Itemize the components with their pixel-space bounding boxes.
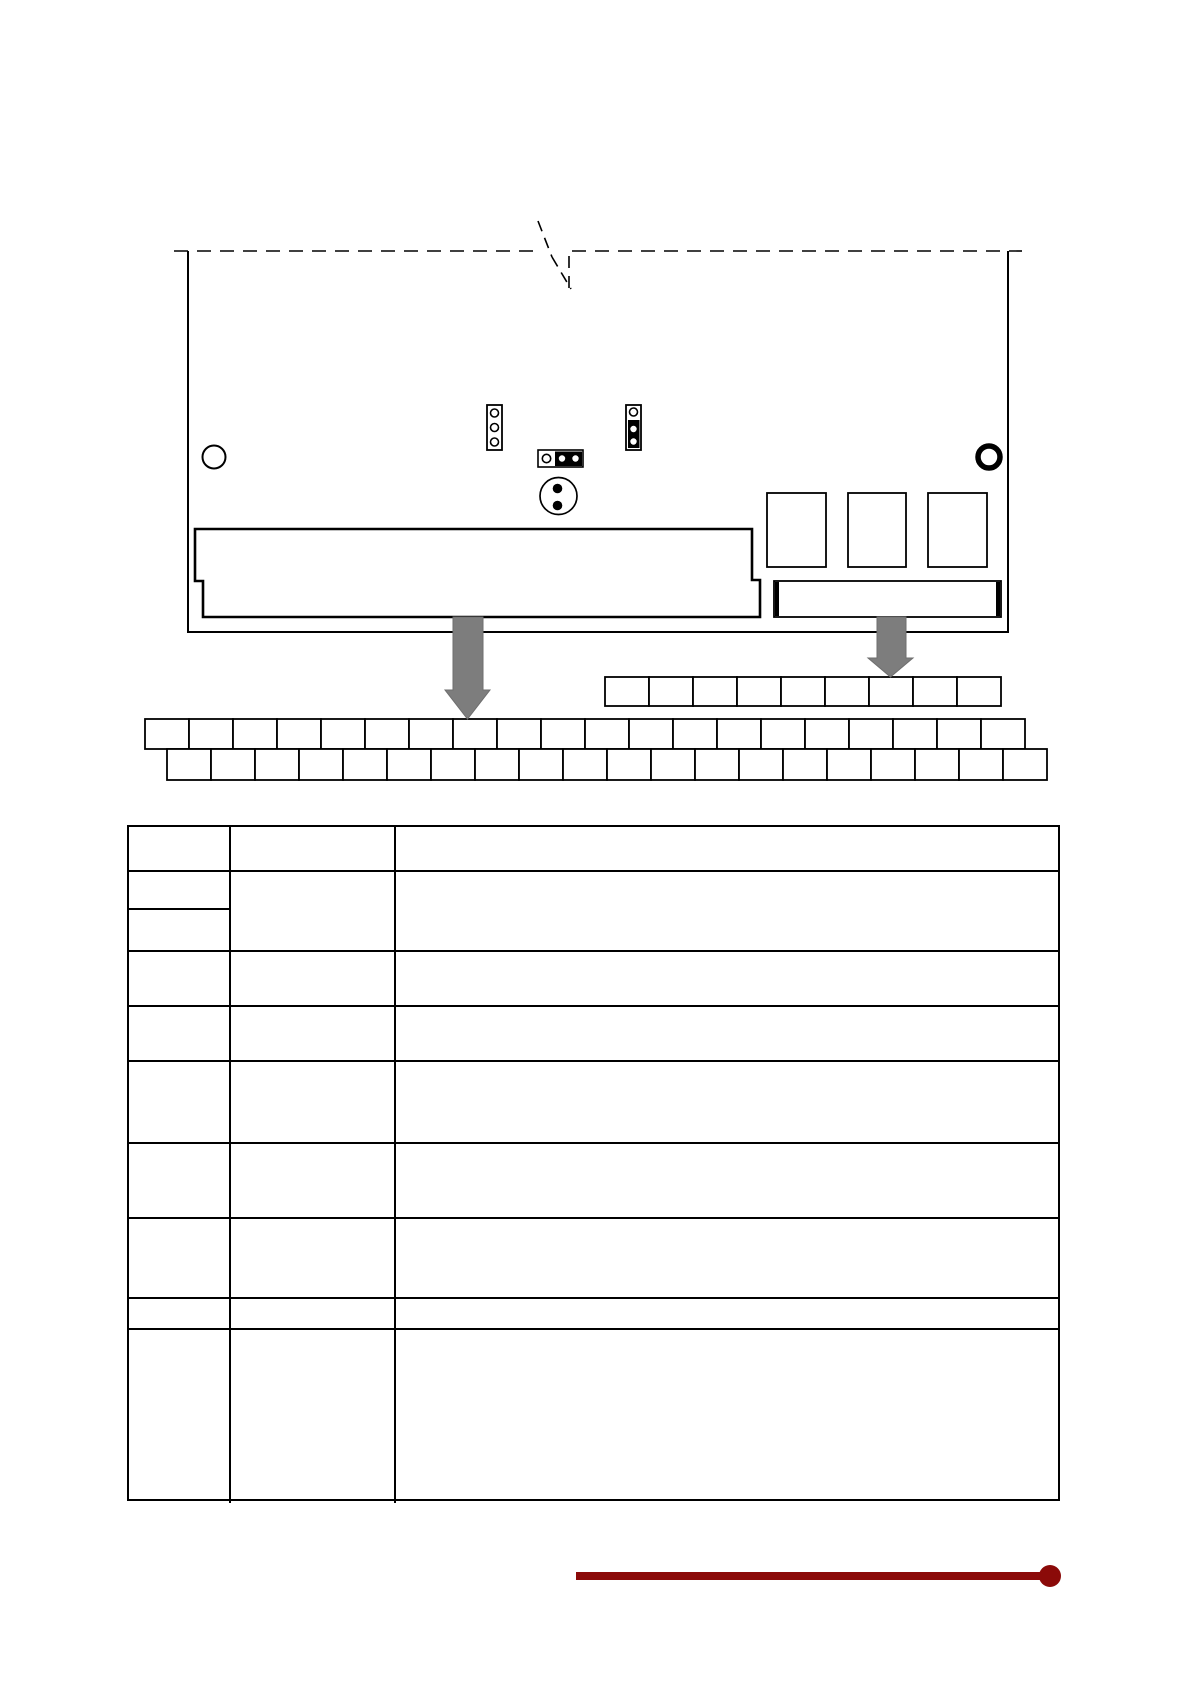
table-cell <box>231 1299 396 1328</box>
table-cell <box>396 1062 1058 1142</box>
pin-cell-lower <box>651 749 695 780</box>
table-row <box>129 872 1058 952</box>
pin-cell-lower <box>1003 749 1047 780</box>
break-mark <box>538 221 571 296</box>
table-cell <box>129 1219 231 1297</box>
table-cell <box>129 952 231 1005</box>
pin-cell-lower <box>783 749 827 780</box>
chip-square <box>848 493 906 567</box>
pin-cell-upper <box>321 719 365 749</box>
pin-cell-lower <box>475 749 519 780</box>
pin-cell-upper <box>189 719 233 749</box>
pin-cell-right <box>693 677 737 706</box>
pin-cell-upper <box>145 719 189 749</box>
table-cell <box>129 1007 231 1060</box>
two-pin-round-component <box>540 478 577 515</box>
pin-cell-upper <box>761 719 805 749</box>
mounting-hole-left <box>203 446 226 469</box>
pin-cell-lower <box>167 749 211 780</box>
callout-arrow-right <box>868 617 913 677</box>
table-cell <box>231 1062 396 1142</box>
table-subcell <box>129 872 229 910</box>
pin-cell-right <box>913 677 957 706</box>
pin-cell-lower <box>695 749 739 780</box>
pin-cell-upper <box>673 719 717 749</box>
table-cell <box>231 952 396 1005</box>
pin-cell-lower <box>827 749 871 780</box>
pin-cell-upper <box>541 719 585 749</box>
jumper-3pin-vertical-capped <box>626 405 641 450</box>
pin-cell-right <box>605 677 649 706</box>
pin-cell-lower <box>959 749 1003 780</box>
table-row <box>129 1299 1058 1330</box>
table-cell <box>396 827 1058 870</box>
pin-cell-lower <box>915 749 959 780</box>
table-cell <box>129 1330 231 1503</box>
table-subcell <box>129 910 229 950</box>
pin-cell-lower <box>255 749 299 780</box>
pin-cell-right <box>737 677 781 706</box>
pin-cell-upper <box>717 719 761 749</box>
pin-cell-right <box>825 677 869 706</box>
table-cell <box>129 1144 231 1217</box>
pin-cell-lower <box>739 749 783 780</box>
pin-cell-upper <box>277 719 321 749</box>
edge-connector <box>774 581 1001 617</box>
pin-cell-upper <box>893 719 937 749</box>
chip-square <box>928 493 987 567</box>
table-cell <box>129 827 231 870</box>
footer-rule-bar <box>576 1572 1043 1580</box>
pin-cell-upper <box>937 719 981 749</box>
pin-cell-upper <box>629 719 673 749</box>
table-row <box>129 1330 1058 1503</box>
pin-cell-upper <box>453 719 497 749</box>
pin-cell-upper <box>849 719 893 749</box>
table-row <box>129 952 1058 1007</box>
pin-cell-lower <box>299 749 343 780</box>
pin-cell-lower <box>563 749 607 780</box>
pin-cell-lower <box>211 749 255 780</box>
table-row <box>129 1007 1058 1062</box>
pin-cell-upper <box>805 719 849 749</box>
pin-cell-lower <box>431 749 475 780</box>
pin-cell-upper <box>497 719 541 749</box>
table-cell <box>231 872 396 950</box>
table-header-row <box>129 827 1058 872</box>
pin-cell-right <box>649 677 693 706</box>
table-cell <box>231 1144 396 1217</box>
jumper-3pin-open <box>487 405 502 450</box>
pin-cell-lower <box>607 749 651 780</box>
table-cell <box>396 1144 1058 1217</box>
jumper-table <box>127 825 1060 1501</box>
pin-cell-lower <box>871 749 915 780</box>
pin-cell-lower <box>387 749 431 780</box>
pin-cell-upper <box>585 719 629 749</box>
pin-cell-right <box>869 677 913 706</box>
table-cell <box>396 1330 1058 1503</box>
table-cell <box>231 1219 396 1297</box>
table-row <box>129 1144 1058 1219</box>
memory-socket <box>195 529 760 617</box>
table-cell <box>129 1299 231 1328</box>
pin-cell-upper <box>365 719 409 749</box>
pin-cell-right <box>957 677 1001 706</box>
chip-squares <box>767 493 987 567</box>
pin-cell-lower <box>343 749 387 780</box>
table-cell <box>396 1219 1058 1297</box>
pin-cell-upper <box>981 719 1025 749</box>
pin-cell-right <box>781 677 825 706</box>
table-cell <box>231 827 396 870</box>
table-cell <box>396 1007 1058 1060</box>
table-row <box>129 1219 1058 1299</box>
footer-rule <box>576 1565 1065 1587</box>
pin-cell-upper <box>233 719 277 749</box>
jumper-3pin-horizontal-capped <box>538 450 583 467</box>
pin-cell-upper <box>409 719 453 749</box>
table-cell <box>129 872 231 950</box>
table-row <box>129 1062 1058 1144</box>
table-cell <box>396 952 1058 1005</box>
table-cell <box>231 1330 396 1503</box>
pin-cell-lower <box>519 749 563 780</box>
chip-square <box>767 493 826 567</box>
board-diagram <box>0 0 1190 800</box>
pin-rows <box>145 677 1047 780</box>
table-cell <box>231 1007 396 1060</box>
table-cell <box>129 1062 231 1142</box>
mounting-hole-right <box>978 446 1000 468</box>
table-cell <box>396 872 1058 950</box>
table-cell <box>396 1299 1058 1328</box>
footer-rule-dot <box>1039 1565 1061 1587</box>
